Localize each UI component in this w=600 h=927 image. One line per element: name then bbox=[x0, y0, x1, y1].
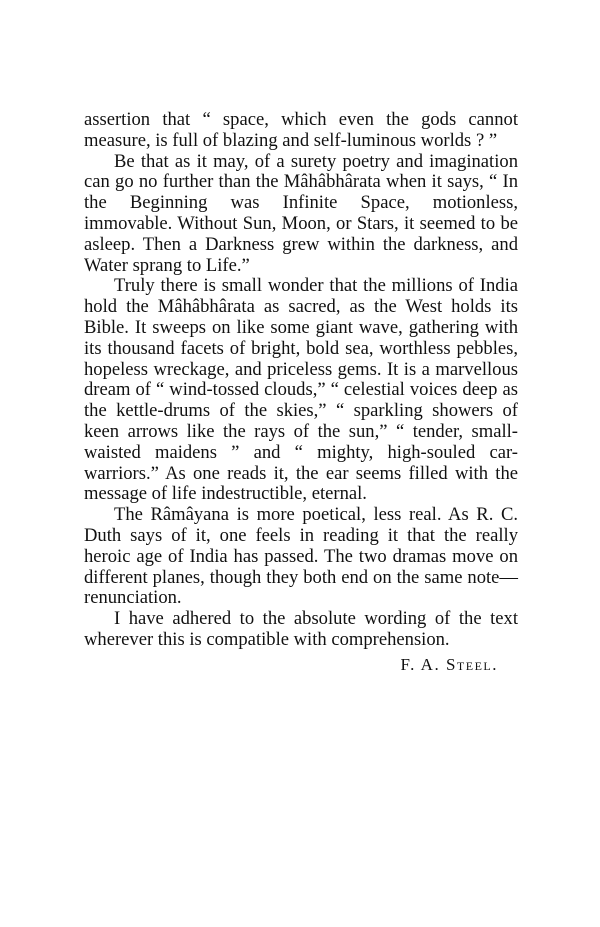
paragraph-5: I have adhered to the absolute wording of the text wherever this is compatible with comprehension. bbox=[84, 608, 518, 650]
author-signature: F. A. Steel. bbox=[400, 654, 498, 674]
paragraph-1: assertion that “ space, which even the gods cannot measure, is full of blazing and self-luminous worlds ? ” bbox=[84, 109, 518, 151]
paragraph-4: The Râmâyana is more poetical, less real. As R. C. Duth says of it, one feels in reading it that the really heroic age of India has passed. The two dramas move on different planes, though they both end on the same note—renunciation. bbox=[84, 504, 518, 609]
page-body bbox=[84, 110, 518, 676]
paragraph-3: Truly there is small wonder that the millions of India hold the Mâhâbhârata as sacred, as the West holds its Bible. It sweeps on like some giant wave, gathering with its thousand facets of bright, bold sea, worthless pebbles, hopeless wreckage, and priceless gems. It is a marvellous dream of “ wind-tossed clouds,” “ celestial voices deep as the kettle-drums of the skies,” “ sparkling showers of keen arrows like the rays of the sun,” “ tender, small-waisted maidens ” and “ mighty, high-souled car-warriors.” As one reads it, the ear seems filled with the message of life indestructible, eternal. bbox=[84, 275, 518, 505]
paragraph-2: Be that as it may, of a surety poetry and imagination can go no further than the Mâhâbhârata when it says, “ In the Beginning was Infinite Space, motionless, immovable. Without Sun, Moon, or Stars, it seemed to be asleep. Then a Darkness grew within the darkness, and Water sprang to Life.” bbox=[84, 150, 518, 276]
